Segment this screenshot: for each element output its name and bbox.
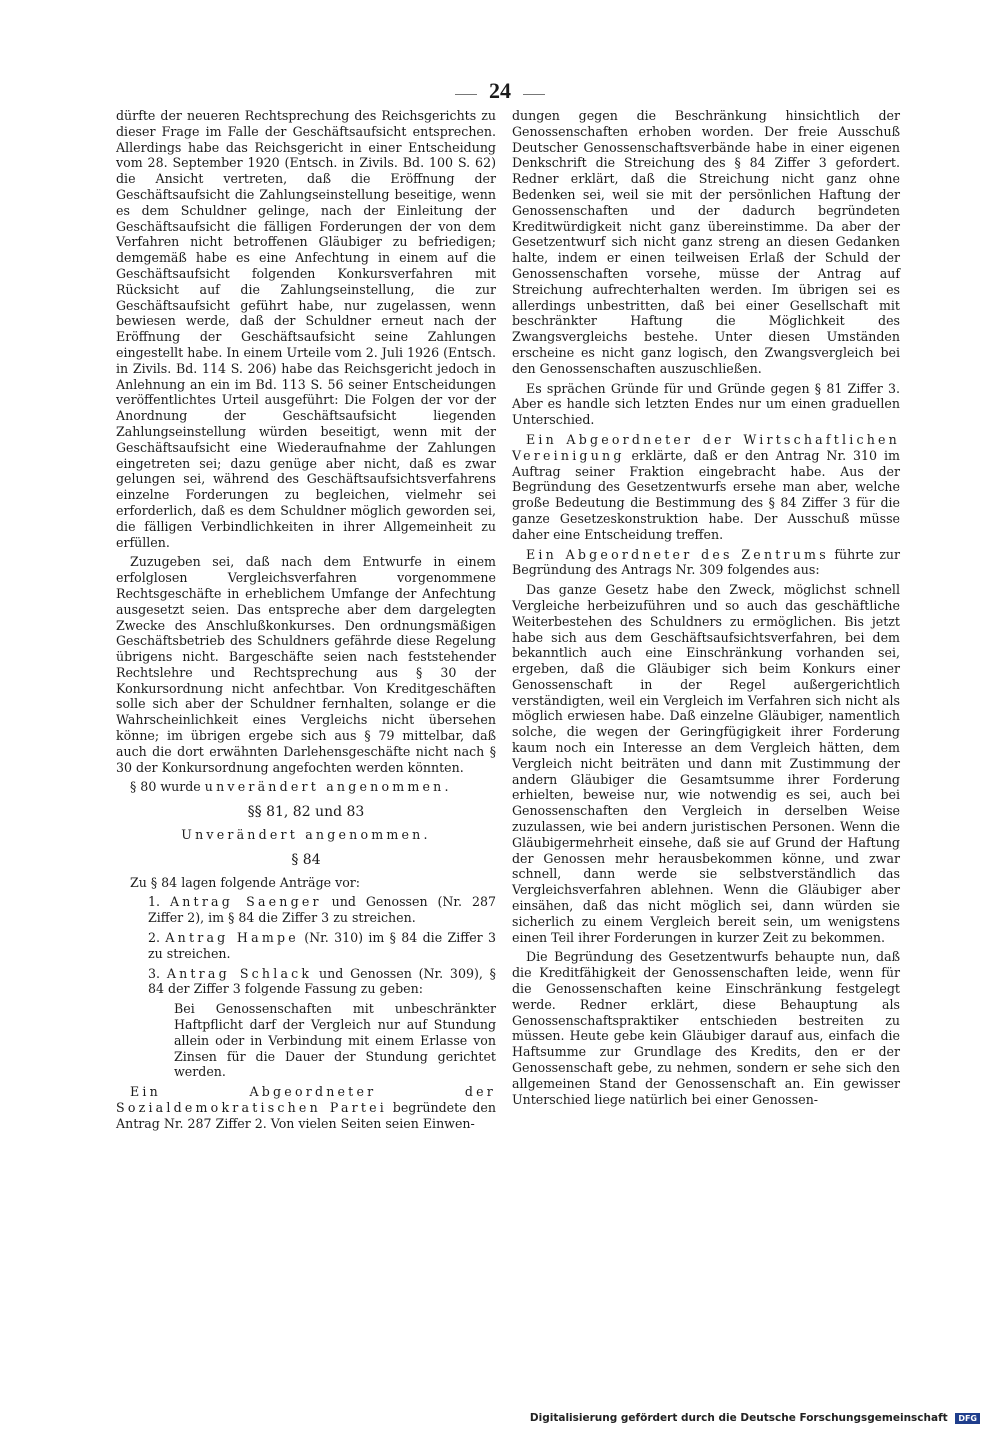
list-text: (Nr. 310) im § 84 die Ziffer 3 zu streichen. <box>148 930 496 961</box>
paragraph-text: erklärte, daß er den Antrag Nr. 310 im Auftrag seiner Fraktion eingebracht habe. Aus der Begründung des Gesetzentwurfs ersehe man aber, welche große Bedeutung die Bestimmung des § 84 Ziffer 3 für die ganze Gesetzeskonstruktion habe. Der Ausschuß müsse daher eine Entscheidung treffen. <box>512 447 900 542</box>
list-item <box>116 894 496 926</box>
paragraph: dungen gegen die Beschränkung hinsichtlich der Genossenschaften erhoben worden. Der freie Ausschuß Deutscher Genossenschaftsverbände habe in einer eigenen Denkschrift die Streichung des § 84 Ziffer 3 gefordert. Redner erklärt, daß die Streichung nicht ganz ohne Bedenken sei, weil sie mit der persönlichen Haftung der Genossenschaften und der dadurch begründeten Kreditwürdigkeit nicht ganz übereinstimme. Da aber der Gesetzentwurf sich nicht ganz streng an diesen Gedanken halte, indem er einen teilweisen Erlaß der Schuld der Genossenschaften vorsehe, müsse der Antrag auf Streichung aufrechterhalten werden. Im übrigen sei es allerdings unbestritten, daß bei einer Gesellschaft mit beschränkter Haftung die Möglichkeit des Zwangsvergleichs bestehe. Unter diesen Umständen erscheine es nicht ganz logisch, den Zwangsvergleich bei den Genossenschaften auszuschließen. <box>512 108 900 376</box>
spaced-text: Antrag Hampe <box>165 930 299 946</box>
paragraph: dürfte der neueren Rechtsprechung des Reichsgerichts zu dieser Frage im Falle der Geschäftsaufsicht entsprechen. Allerdings habe das Reichsgericht in einer Entscheidung vom 28. September 1920 (Entsch. in Zivils. Bd. 100 S. 62) die Ansicht vertreten, daß die Eröffnung der Geschäftsaufsicht die Zahlungseinstellung beseitige, wenn es dem Schuldner gelinge, nach der Einleitung der Geschäftsaufsicht die fälligen Forderungen der von dem Verfahren nicht betroffenen Gläubiger zu befriedigen; demgemäß habe es eine Anfechtung in einem auf die Geschäftsaufsicht folgenden Konkursverfahren mit Rücksicht auf die Zahlungseinstellung, die zur Geschäftsaufsicht geführt habe, nur zugelassen, wenn bewiesen werde, daß der Schuldner erneut nach der Eröffnung der Geschäftsaufsicht seine Zahlungen eingestellt habe. In einem Urteile vom 2. Juli 1926 (Entsch. in Zivils. Bd. 114 S. 206) habe das Reichsgericht jedoch in Anlehnung an ein im Bd. 113 S. 56 seiner Entscheidungen veröffentlichtes Urteil ausgeführt: Die Folgen der vor der Anordnung der Geschäftsaufsicht liegenden Zahlungseinstellung würden beseitigt, wenn mit der Geschäftsaufsicht eine Wiederaufnahme der Zahlungen eingetreten sei; dazu genüge aber nicht, daß es zwar gelungen sei, während des Geschäftsaufsichtsverfahrens einzelne Forderungen zu begleichen, vielmehr sei erforderlich, daß es dem Schuldner möglich geworden sei, die fälligen Verbindlichkeiten in ihrer Allgemeinheit zu erfüllen. <box>116 108 496 550</box>
left-column <box>116 108 496 1136</box>
paragraph-text: begründete den Antrag Nr. 287 Ziffer 2. Von vielen Seiten seien Einwen- <box>116 1100 496 1131</box>
spaced-text: Antrag Schlack <box>166 965 313 981</box>
section-title: § 84 <box>291 851 321 868</box>
list-number: 1. <box>148 894 161 910</box>
list-number: 2. <box>148 930 161 946</box>
right-column <box>512 108 900 1111</box>
spaced-text: Ein Abgeordneter des Zentrums <box>526 546 829 562</box>
list-item <box>116 966 496 998</box>
page-header <box>0 78 1000 104</box>
paragraph: Zu § 84 lagen folgende Anträge vor: <box>130 874 361 890</box>
paragraph: Die Begründung des Gesetzentwurfs behaupte nun, daß die Kreditfähigkeit der Genossenschaften leide, wenn für die Genossenschaften keine Einschränkung festgelegt werde. Redner erklärt, diese Behauptung als Genossenschaftspraktiker entschieden bestreiten zu müssen. Heute gebe kein Gläubiger darauf aus, einfach die Haftsumme zur Grundlage des Kredits, den er der Genossenschaft gebe, zu nehmen, sondern er sehe sich den allgemeinen Stand der Genossenschaft an. Ein gewisser Unterschied liege natürlich bei einer Genossen- <box>512 949 900 1107</box>
paragraph: Zuzugeben sei, daß nach dem Entwurfe in einem erfolglosen Vergleichsverfahren vorgenommene Rechtsgeschäfte in erheblichem Umfange der Anfechtung ausgesetzt seien. Das entspreche aber dem dargelegten Zwecke des Anschlußkonkurses. Den ordnungsmäßigen Geschäftsbetrieb des Schuldners gefährde diese Regelung übrigens nicht. Bargeschäfte seien nach feststehender Rechtslehre und Rechtsprechung aus § 30 der Konkursordnung nicht anfechtbar. Von Kreditgeschäften solle sich aber der Schuldner fernhalten, solange er die Wahrscheinlichkeit eines Vergleichs nicht übersehen könne; im übrigen ergebe sich aus § 79 mittelbar, daß auch die dort erwähnten Darlehensgeschäfte nicht nach § 30 der Konkursordnung angefochten werden könnten. <box>116 554 496 775</box>
page-number: 24 <box>489 78 511 103</box>
paragraph <box>116 779 496 795</box>
paragraph-text: § 80 wurde <box>130 779 205 795</box>
header-dash-right <box>523 94 545 95</box>
paragraph-text: führte zur Begründung des Antrags Nr. 309 folgendes aus: <box>512 546 900 578</box>
list-text: und Genossen (Nr. 287 Ziffer 2), im § 84 die Ziffer 3 zu streichen. <box>148 894 496 926</box>
list-item <box>116 930 496 962</box>
header-dash-left <box>455 94 477 95</box>
spaced-text: Ein Abgeordneter der Sozialdemokratischen Partei <box>116 1084 496 1116</box>
dfg-logo: DFG <box>955 1413 980 1424</box>
list-text: und Genossen (Nr. 309), § 84 der Ziffer 3 folgende Fassung zu geben: <box>148 965 496 997</box>
list-number: 3. <box>148 965 161 981</box>
spaced-text: Antrag Saenger <box>169 894 322 910</box>
paragraph <box>512 432 900 543</box>
paragraph: Das ganze Gesetz habe den Zweck, möglichst schnell Vergleiche herbeizuführen und so auch das geschäftliche Weiterbestehen des Schuldners zu ermöglichen. Bis jetzt habe sich aus dem Geschäftsaufsichtsverfahren, bei dem bekanntlich auch eine Einschränkung vorhanden sei, ergeben, daß die Gläubiger sich beim Konkurs einer Genossenschaft in der Regel außergerichtlich verständigten, weil ein Vergleich im Verfahren sich nicht als möglich erwiesen habe. Daß einzelne Gläubiger, namentlich solche, die wegen der Geringfügigkeit ihrer Forderung kaum noch ein Interesse an dem Vergleich hätten, dem Vergleich nicht beiträten und dann mit Zustimmung der andern Gläubiger die Gesamtsumme ihrer Forderung erhielten, beweise nur, wie notwendig es sei, auch bei Genossenschaften den Vergleich in derselben Weise zuzulassen, wie bei andern juristischen Personen. Wenn die Gläubigermehrheit einsehe, daß sie auf Grund der Haftung der Genossen mehr herausbekommen könne, und zwar schnell, dann werde sie selbstverständlich das Vergleichsverfahren ablehnen. Wenn die Gläubiger aber einsähen, daß das nicht möglich sei, dann würden sie sicherlich zu einem Vergleich bereit sein, um wenigstens einen Teil ihrer Forderungen in kurzer Zeit zu bekommen. <box>512 582 900 945</box>
section-title: §§ 81, 82 und 83 <box>247 804 365 821</box>
spaced-text: unverändert angenommen. <box>204 779 452 795</box>
paragraph: Es sprächen Gründe für und Gründe gegen § 81 Ziffer 3. Aber es handle sich letzten Endes nur um einen graduellen Unterschied. <box>512 380 900 428</box>
section-body: Unverändert angenommen. <box>181 827 431 843</box>
quoted-text: Bei Genossenschaften mit unbeschränkter Haftpflicht darf der Vergleich nur auf Stundung allein oder in Verbindung mit einem Erlasse von Zinsen für die Dauer der Stundung gerichtet werden. <box>174 1001 496 1080</box>
footer-credit <box>530 1412 980 1424</box>
footer-text: Digitalisierung gefördert durch die Deutsche Forschungsgemeinschaft <box>529 1412 948 1424</box>
spaced-text: Ein Abgeordneter der Wirtschaftlichen Vereinigung <box>512 431 900 463</box>
paragraph <box>512 547 900 579</box>
paragraph <box>116 1084 496 1131</box>
